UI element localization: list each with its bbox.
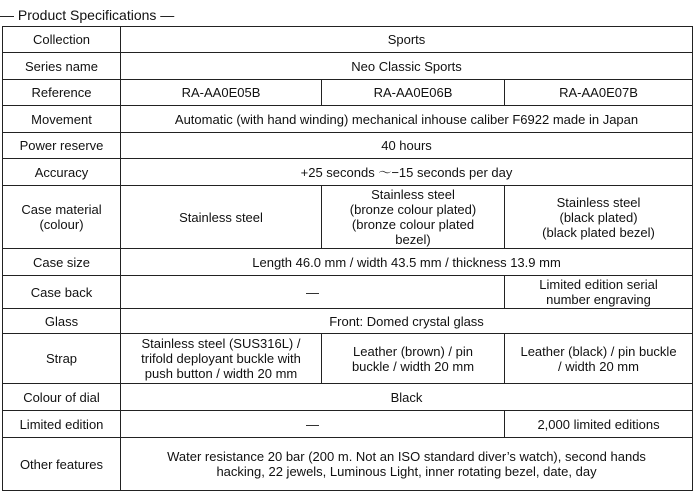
row-glass [3,309,693,334]
value-collection: Sports [121,27,693,53]
value-movement: Automatic (with hand winding) mechanical inhouse caliber F6922 made in Japan [121,106,693,133]
value-colour-of-dial: Black [121,384,693,411]
value-case-back-standard: — [121,276,505,309]
value-reference-3: RA-AA0E07B [505,80,693,106]
label-reference: Reference [3,80,121,106]
value-case-size: Length 46.0 mm / width 43.5 mm / thickness 13.9 mm [121,249,693,276]
row-case-material [3,186,693,249]
row-strap [3,334,693,384]
label-accuracy: Accuracy [3,159,121,186]
row-movement [3,106,693,133]
section-heading: — Product Specifications — [0,7,175,23]
row-other-features [3,438,693,491]
value-case-material-3: Stainless steel (black plated) (black plated bezel) [505,186,693,249]
label-strap: Strap [3,334,121,384]
value-strap-3: Leather (black) / pin buckle / width 20 mm [505,334,693,384]
row-power-reserve [3,133,693,159]
value-case-material-2: Stainless steel (bronze colour plated) (bronze colour plated bezel) [322,186,505,249]
row-reference [3,80,693,106]
label-other-features: Other features [3,438,121,491]
label-limited-edition: Limited edition [3,411,121,438]
value-strap-1: Stainless steel (SUS316L) / trifold deployant buckle with push button / width 20 mm [121,334,322,384]
label-glass: Glass [3,309,121,334]
label-movement: Movement [3,106,121,133]
row-colour-of-dial [3,384,693,411]
row-case-size [3,249,693,276]
value-power-reserve: 40 hours [121,133,693,159]
value-accuracy: +25 seconds ～−15 seconds per day [121,159,693,186]
label-case-material: Case material (colour) [3,186,121,249]
value-case-material-1: Stainless steel [121,186,322,249]
product-specifications-table [2,26,693,491]
row-accuracy [3,159,693,186]
row-limited-edition [3,411,693,438]
label-power-reserve: Power reserve [3,133,121,159]
row-series-name [3,53,693,80]
value-series-name: Neo Classic Sports [121,53,693,80]
value-reference-2: RA-AA0E06B [322,80,505,106]
value-case-back-limited: Limited edition serial number engraving [505,276,693,309]
label-case-size: Case size [3,249,121,276]
row-case-back [3,276,693,309]
value-strap-2: Leather (brown) / pin buckle / width 20 mm [322,334,505,384]
row-collection [3,27,693,53]
value-glass: Front: Domed crystal glass [121,309,693,334]
label-collection: Collection [3,27,121,53]
value-other-features: Water resistance 20 bar (200 m. Not an ISO standard diver’s watch), second hands hacking, 22 jewels, Luminous Light, inner rotating bezel, date, day [121,438,693,491]
value-limited-edition-standard: — [121,411,505,438]
label-series-name: Series name [3,53,121,80]
value-limited-edition-limited: 2,000 limited editions [505,411,693,438]
value-reference-1: RA-AA0E05B [121,80,322,106]
label-colour-of-dial: Colour of dial [3,384,121,411]
label-case-back: Case back [3,276,121,309]
